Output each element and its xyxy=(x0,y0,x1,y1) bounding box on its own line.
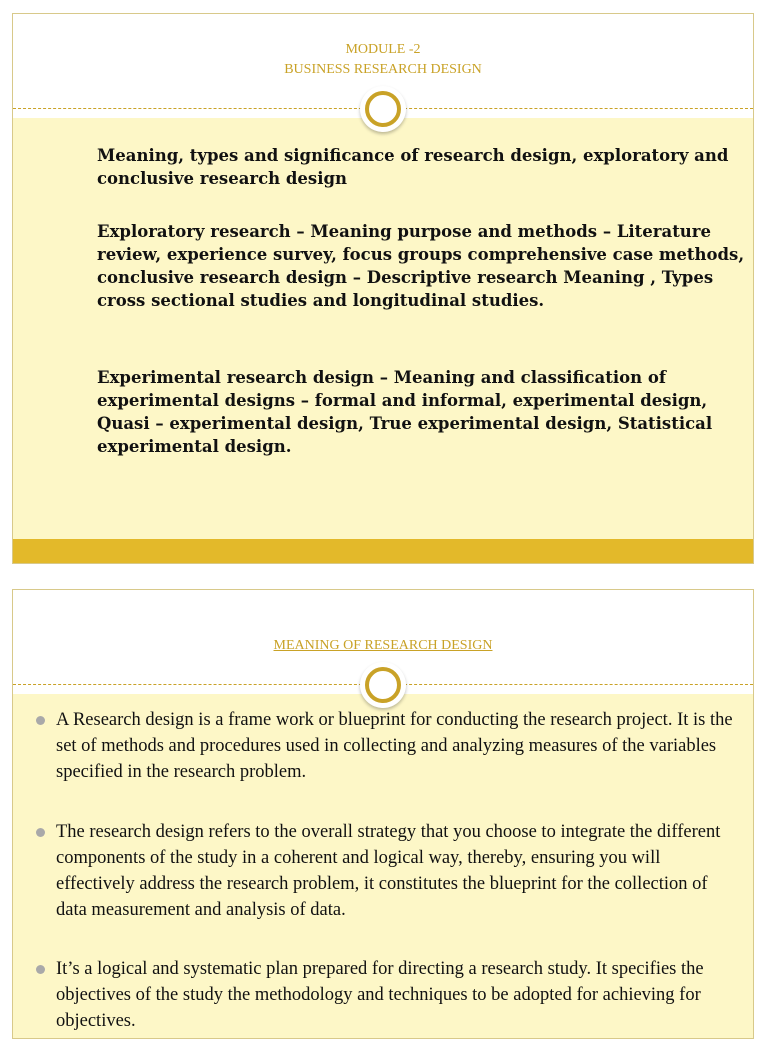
bullet-text: A Research design is a frame work or blueprint for conducting the research project. It is the set of methods and procedures used in collecting and analyzing measures of the variables specified in the research problem. xyxy=(56,710,733,782)
module-subtitle: BUSINESS RESEARCH DESIGN xyxy=(284,62,482,77)
ring-ornament-icon xyxy=(360,662,406,708)
bullet-text: It’s a logical and systematic plan prepared for directing a research study. It specifies the objectives of the study the methodology and techniques to be adopted for achieving for objectives. xyxy=(56,959,704,1031)
footer-bar xyxy=(13,539,753,563)
ring-inner xyxy=(365,667,401,703)
bullet-dot-icon xyxy=(36,828,45,837)
slide-1 xyxy=(12,13,754,564)
slide-1-header xyxy=(13,40,753,80)
bullet-text: The research design refers to the overall strategy that you choose to integrate the different components of the study in a coherent and logical way, thereby, ensuring you will effectively address the research problem, it constitutes the blueprint for the collection of data measurement and analysis of data. xyxy=(56,822,721,920)
slide-2-header xyxy=(13,636,753,656)
paragraph-experimental-research: Experimental research design – Meaning and classification of experimental designs – formal and informal, experimental design, Quasi – experimental design, True experimental design, Statistical experimental design. xyxy=(97,368,713,456)
bullet-dot-icon xyxy=(36,965,45,974)
slide-title: MEANING OF RESEARCH DESIGN xyxy=(273,638,493,653)
bullet-dot-icon xyxy=(36,716,45,725)
ring-inner xyxy=(365,91,401,127)
paragraph-meaning-types: Meaning, types and significance of research design, exploratory and conclusive research design xyxy=(97,146,729,188)
ring-ornament-icon xyxy=(360,86,406,132)
module-title: MODULE -2 xyxy=(345,42,421,57)
paragraph-exploratory-research: Exploratory research – Meaning purpose and methods – Literature review, experience survey, focus groups comprehensive case methods, conclusive research design – Descriptive research Meaning , Types cross sectional studies and longitudinal studies. xyxy=(97,222,745,310)
slide-2 xyxy=(12,589,754,1039)
